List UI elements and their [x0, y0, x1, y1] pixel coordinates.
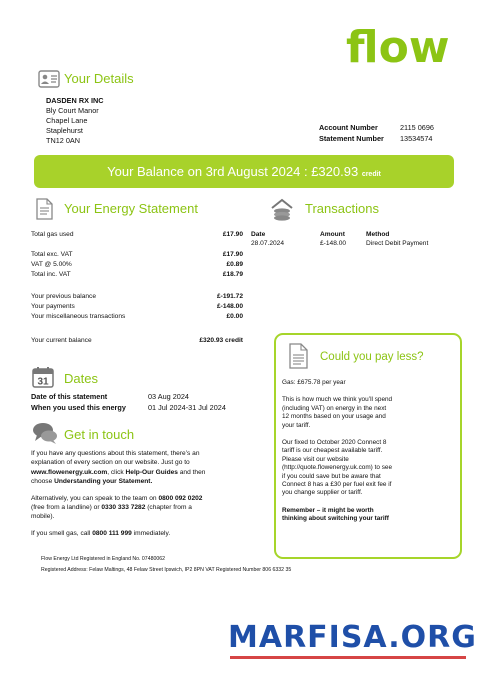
phone-number[interactable]: 0330 333 7282 [101, 504, 146, 512]
customer-name: DASDEN RX INC [46, 96, 104, 105]
row-value: £-191.72 [216, 293, 243, 300]
statement-row [31, 303, 243, 313]
address-line: Staplehurst [46, 126, 83, 135]
statement-row [31, 261, 243, 271]
statement-row [31, 313, 243, 323]
footer-address: Registered Address: Felaw Maltings, 48 Felaw Street Ipswich, IP2 8PN VAT Registered Number 806 6332 35 [41, 567, 292, 573]
pay-less-text: This is how much we think you’ll spend [282, 396, 393, 404]
statement-number-value: 13534574 [400, 134, 433, 143]
contact-text: , click [107, 468, 126, 476]
contact-text: and then [177, 468, 206, 476]
statement-number-label: Statement Number [319, 134, 384, 143]
row-value: £0.89 [226, 261, 243, 268]
transactions-title: Transactions [305, 201, 379, 216]
contact-text [31, 494, 271, 503]
pay-less-text: Please visit our website [282, 455, 349, 463]
row-label: Your miscellaneous transactions [31, 313, 126, 320]
row-label: Your previous balance [31, 293, 97, 300]
statement-row [31, 293, 243, 303]
address-line: Bly Court Manor [46, 106, 99, 115]
row-value: £17.90 [222, 251, 243, 258]
logo-text: flow [346, 22, 450, 72]
remember-text: Remember – it might be worth [282, 506, 374, 514]
transactions-header-method: Method [366, 231, 390, 238]
row-label: Total inc. VAT [31, 271, 71, 278]
gas-estimate: Gas: £675.78 per year [282, 379, 346, 386]
contact-text: (chapter from a [145, 504, 192, 512]
contact-text [31, 503, 271, 512]
pay-less-text: if you could save but be aware that [282, 472, 381, 480]
usage-period-value: 01 Jul 2024-31 Jul 2024 [148, 403, 226, 412]
statement-row [31, 271, 243, 281]
address-line: TN12 0AN [46, 136, 81, 145]
calendar-icon [32, 366, 54, 388]
balance-text [34, 155, 454, 191]
document-icon [287, 343, 309, 369]
contact-text [31, 529, 271, 538]
row-value: £-148.00 [216, 303, 243, 310]
pay-less-text: (including VAT) on energy in the next [282, 404, 387, 412]
contact-text: explanation of every section on our website. Just go to [31, 459, 190, 467]
balance-credit: credit [361, 171, 381, 178]
pay-less-text: Our fixed to October 2020 Connect 8 [282, 439, 387, 447]
row-label: Your current balance [31, 337, 92, 344]
coins-icon [270, 197, 294, 221]
help-guides-link[interactable]: Help-Our Guides [125, 468, 178, 476]
flow-logo [346, 22, 458, 72]
pay-less-text: (http://quote.flowenergy.uk.com) to see [282, 464, 392, 472]
account-number-value: 2115 0696 [400, 123, 434, 132]
pay-less-card [274, 333, 462, 559]
row-value: £0.00 [226, 313, 243, 320]
contact-text: Alternatively, you can speak to the team on [31, 494, 159, 502]
contact-text: mobile). [31, 513, 55, 521]
pay-less-text: tariff is our cheapest available tariff. [282, 447, 383, 455]
get-in-touch-title: Get in touch [64, 427, 135, 442]
remember-text: thinking about switching your tariff [282, 515, 389, 523]
contact-text [31, 468, 271, 477]
watermark-underline [230, 656, 466, 659]
pay-less-body [282, 379, 452, 524]
chat-bubbles-icon [32, 422, 58, 444]
contact-text: immediately. [131, 529, 171, 537]
statement-row [31, 251, 243, 261]
website-link[interactable]: www.flowenergy.uk.com [31, 468, 108, 476]
row-label: Your payments [31, 303, 75, 310]
statement-row [31, 231, 243, 241]
pay-less-text: your tariff. [282, 421, 311, 429]
transactions-header-amount: Amount [320, 231, 345, 238]
your-details-title: Your Details [64, 71, 134, 86]
statement-row [31, 337, 243, 347]
contact-text: If you smell gas, call [31, 529, 93, 537]
account-number-label: Account Number [319, 123, 378, 132]
footer-company: Flow Energy Ltd Registered in England No. 07480062 [41, 556, 166, 562]
row-label: VAT @ 5.00% [31, 261, 72, 268]
statement-date-value: 03 Aug 2024 [148, 392, 189, 401]
contact-card-icon [38, 68, 60, 90]
contact-text: (free from a landline) or [31, 504, 102, 512]
contact-text: If you have any questions about this statement, there’s an [31, 450, 200, 457]
transaction-method: Direct Debit Payment [366, 240, 429, 247]
gas-emergency-number[interactable]: 0800 111 999 [92, 529, 132, 537]
address-line: Chapel Lane [46, 116, 88, 125]
row-label: Total exc. VAT [31, 251, 73, 258]
pay-less-text: 12 months based on your usage and [282, 413, 386, 421]
row-value: £320.93 credit [199, 337, 243, 344]
statement-date-label: Date of this statement [31, 392, 108, 401]
pay-less-text: Connect 8 has a £30 per fuel exit fee if [282, 481, 392, 489]
phone-number[interactable]: 0800 092 0202 [158, 494, 203, 502]
pay-less-text: you change supplier or tariff. [282, 489, 363, 497]
contact-text: choose [31, 478, 55, 486]
contact-text [31, 477, 271, 486]
row-label: Total gas used [31, 231, 74, 238]
usage-period-label: When you used this energy [31, 403, 126, 412]
transactions-header-date: Date [251, 231, 266, 238]
calendar-day: 31 [37, 376, 49, 388]
understanding-statement-link[interactable]: Understanding your Statement. [54, 478, 153, 486]
transaction-amount: £-148.00 [320, 240, 347, 247]
transaction-date: 28.07.2024 [251, 240, 285, 247]
balance-banner [34, 155, 454, 188]
dates-title: Dates [64, 371, 98, 386]
pay-less-title: Could you pay less? [320, 351, 424, 363]
balance-amount: Your Balance on 3rd August 2024 : £320.93 [107, 164, 359, 179]
energy-statement-title: Your Energy Statement [64, 201, 198, 216]
customer-address [46, 96, 104, 146]
row-value: £18.79 [222, 271, 243, 278]
row-value: £17.90 [222, 231, 243, 238]
watermark-text: MARFISA.ORG [228, 620, 477, 655]
contact-info [31, 449, 271, 538]
document-icon [33, 198, 55, 220]
